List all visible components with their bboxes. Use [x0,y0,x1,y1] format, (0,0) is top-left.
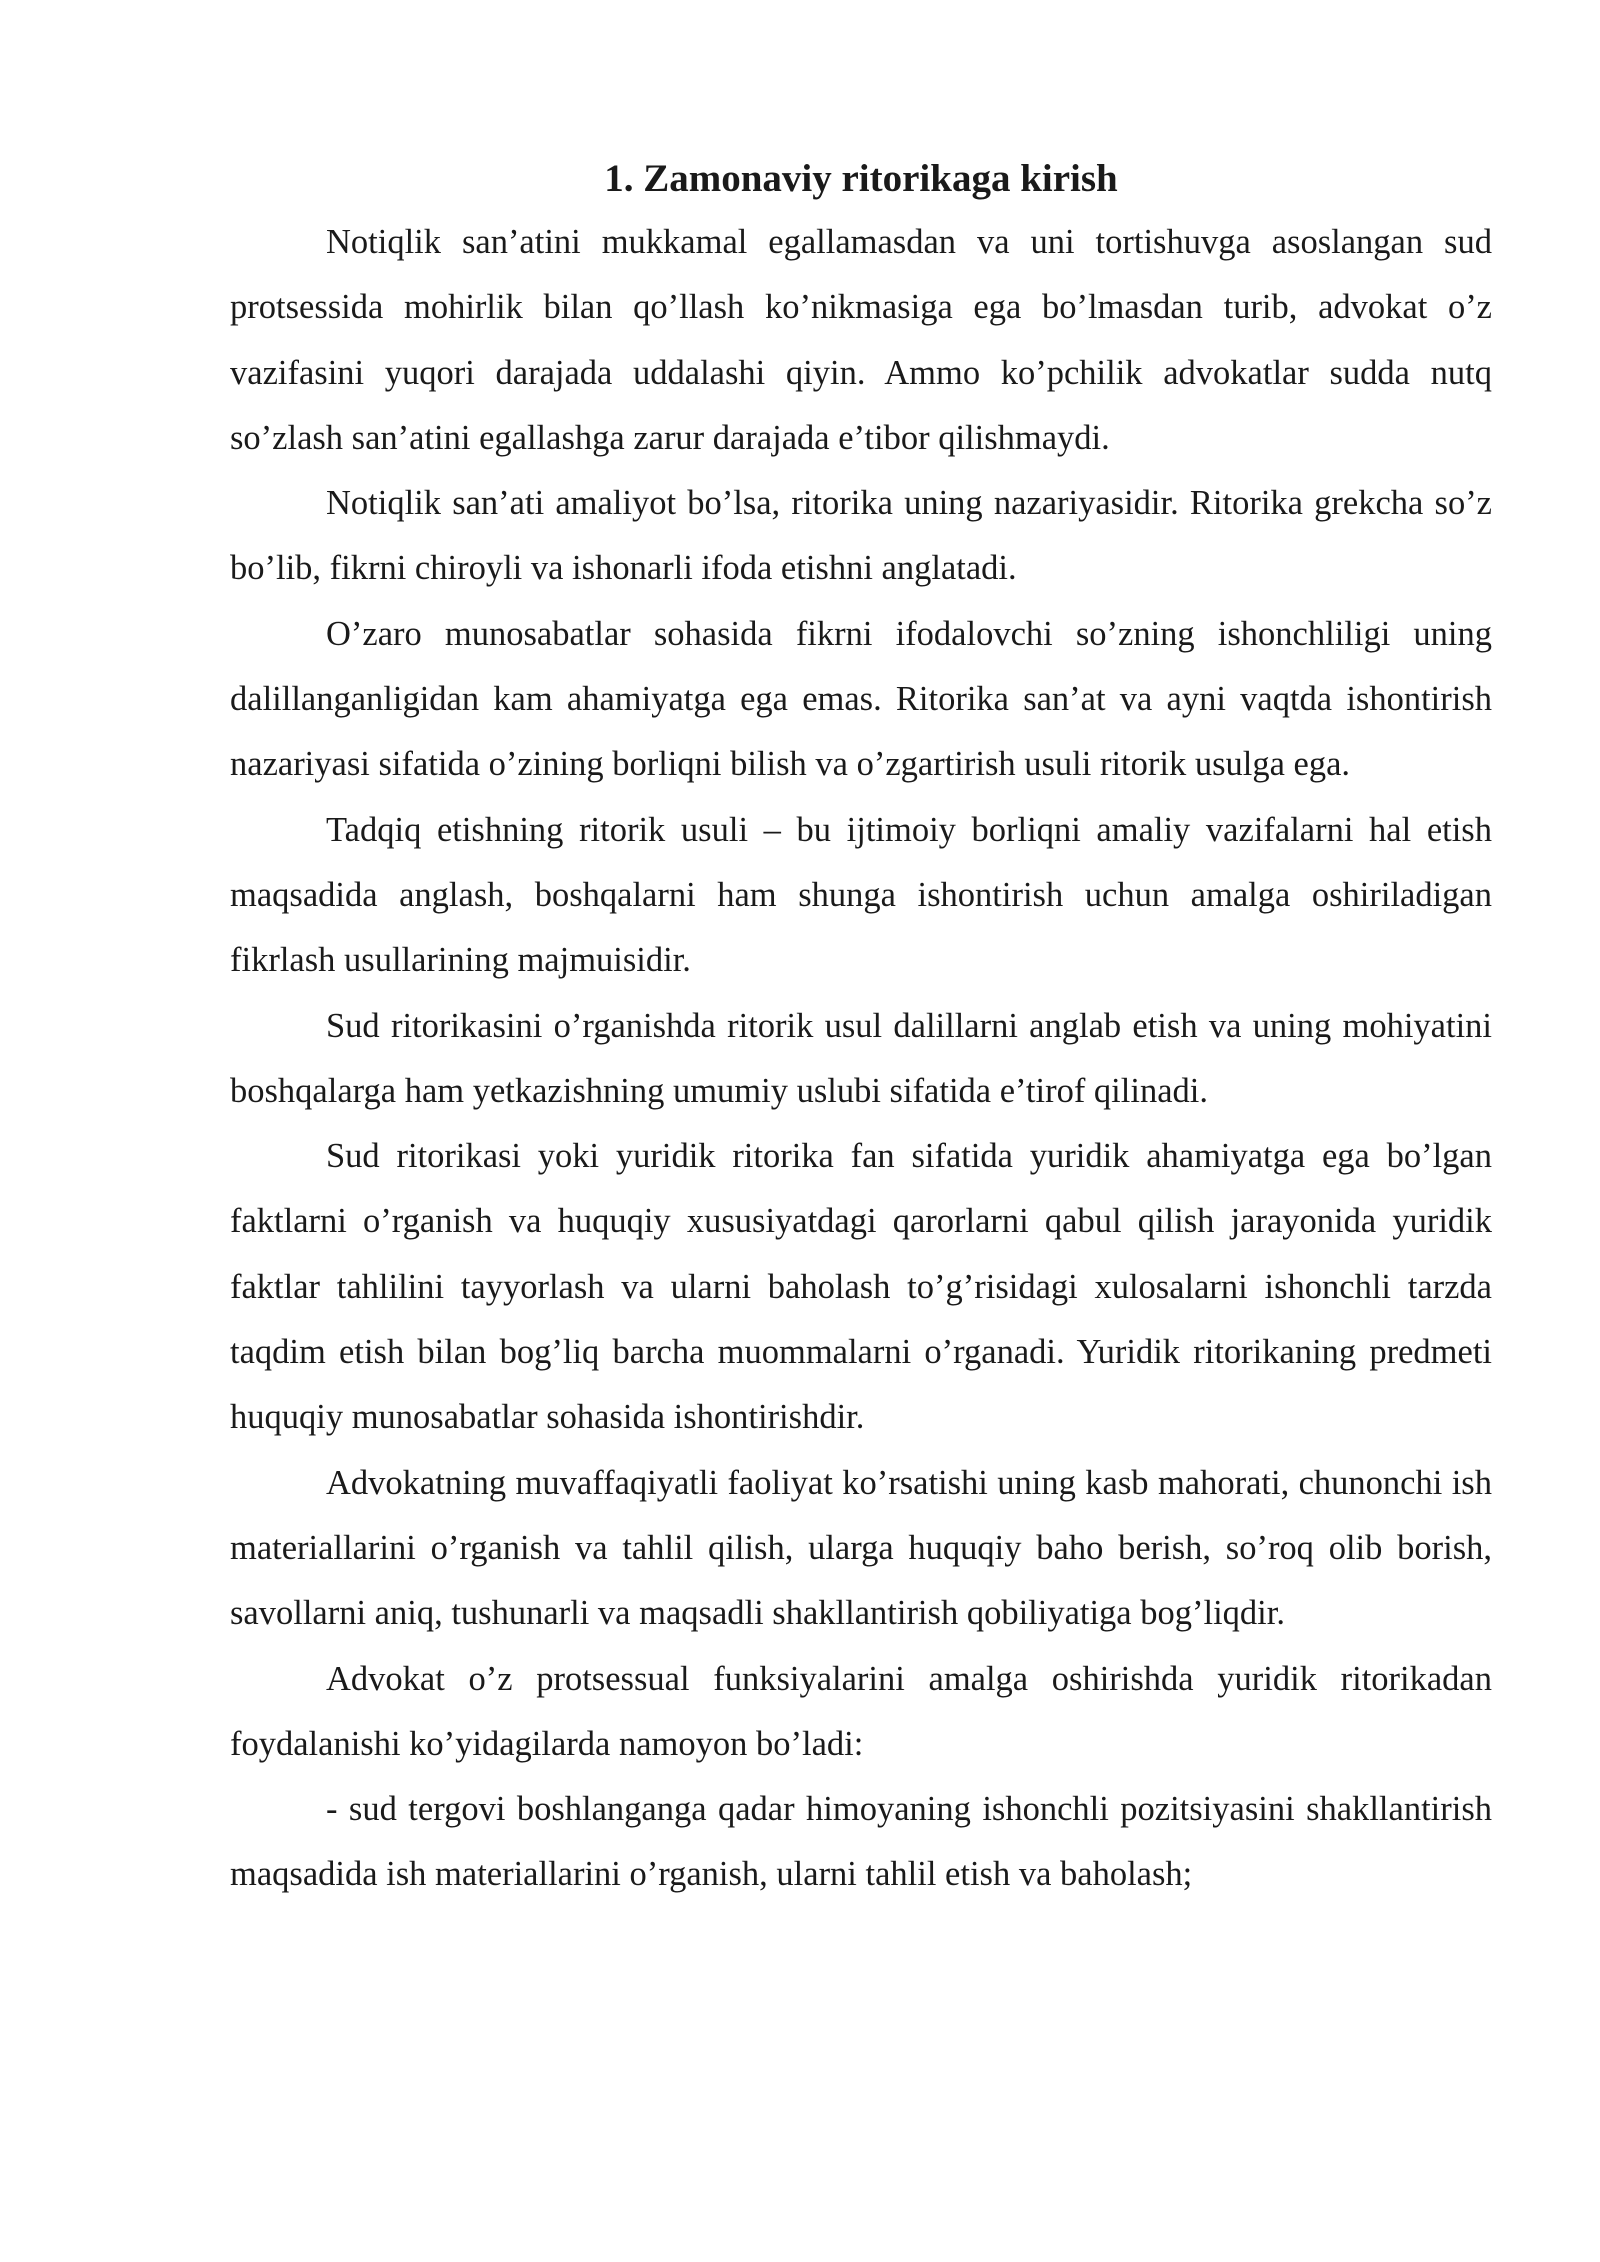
paragraph: Sud ritorikasini o’rganishda ritorik usul dalillarni anglab etish va uning mohiyatini boshqalarga ham yetkazishning umumiy uslubi sifatida e’tirof qilinadi. [230,1006,1492,1110]
document-body [230,150,1492,1908]
paragraph: Notiqlik san’atini mukkamal egallamasdan va uni tortishuvga asoslangan sud protsessida mohirlik bilan qo’llash ko’nikmasiga ega bo’lmasdan turib, advokat o’z vazifasini yuqori darajada uddalashi qiyin. Ammo ko’pchilik advokatlar sudda nutq so’zlash san’atini egallashga zarur darajada e’tibor qilishmaydi. [230,223,1492,457]
paragraph: Advokat o’z protsessual funksiyalarini amalga oshirishda yuridik ritorikadan foydalanishi ko’yidagilarda namoyon bo’ladi: [230,1659,1492,1763]
paragraph: Sud ritorikasi yoki yuridik ritorika fan sifatida yuridik ahamiyatga ega bo’lgan faktlarni o’rganish va huquqiy xususiyatdagi qarorlarni qabul qilish jarayonida yuridik faktlar tahlilini tayyorlash va ularni baholash to’g’risidagi xulosalarni ishonchli tarzda taqdim etish bilan bog’liq barcha muommalarni o’rganadi. Yuridik ritorikaning predmeti huquqiy munosabatlar sohasida ishontirishdir. [230,1137,1492,1437]
paragraph: Notiqlik san’ati amaliyot bo’lsa, ritorika uning nazariyasidir. Ritorika grekcha so’z bo’lib, fikrni chiroyli va ishonarli ifoda etishni anglatadi. [230,484,1492,588]
paragraph: O’zaro munosabatlar sohasida fikrni ifodalovchi so’zning ishonchliligi uning dalillanganligidan kam ahamiyatga ega emas. Ritorika san’at va ayni vaqtda ishontirish nazariyasi sifatida o’zining borliqni bilish va o’zgartirish usuli ritorik usulga ega. [230,614,1492,784]
list-item: - sud tergovi boshlanganga qadar himoyaning ishonchli pozitsiyasini shakllantirish maqsadida ish materiallarini o’rganish, ularni tahlil etish va baholash; [230,1790,1492,1894]
section-title: 1. Zamonaviy ritorikaga kirish [604,157,1118,200]
paragraph: Tadqiq etishning ritorik usuli – bu ijtimoiy borliqni amaliy vazifalarni hal etish maqsadida anglash, boshqalarni ham shunga ishontirish uchun amalga oshiriladigan fikrlash usullarining majmuisidir. [230,810,1492,980]
paragraph: Advokatning muvaffaqiyatli faoliyat ko’rsatishi uning kasb mahorati, chunonchi ish materiallarini o’rganish va tahlil qilish, ularga huquqiy baho berish, so’roq olib borish, savollarni aniq, tushunarli va maqsadli shakllantirish qobiliyatiga bog’liqdir. [230,1463,1492,1633]
